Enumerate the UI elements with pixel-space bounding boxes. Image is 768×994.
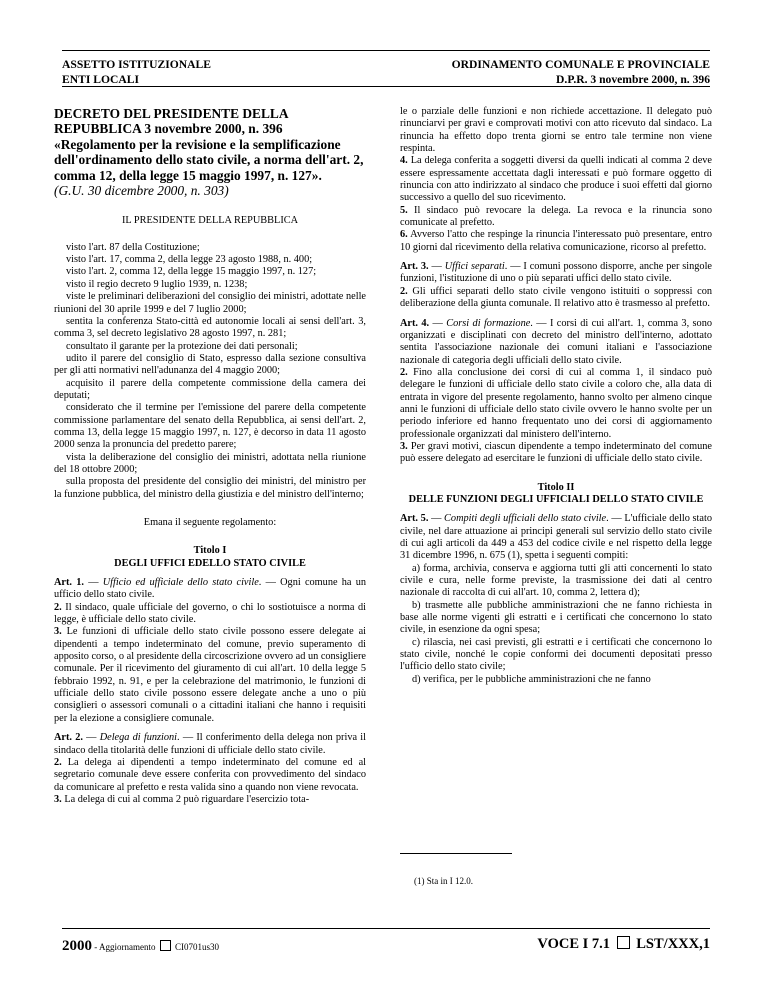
header-right (452, 57, 710, 87)
premise: vista la deliberazione del consiglio dei ministri, adottata nella riunione del 18 ottobre 2000; (54, 451, 366, 475)
article-4-rubric: Corsi di formazione (446, 317, 531, 329)
article-4: Art. 4. — Corsi di formazione. — I corsi di cui all'art. 1, comma 3, sono organizzati e disciplinati con decreto del ministro dell'interno, adottato sentita l'associazione nazionale dei comuni italiani e l'associazione nazionale di categoria degli ufficiali dello stato civile. 2. Fino alla conclusione dei corsi di cui al comma 1, il sindaco può delegare le funzioni di ufficiale dello stato civile a coloro che, alla data di entrata in vigore del presente regolamento, hanno svolto per almeno cinque anni le funzioni di ufficiale dello stato civile ovvero le hanno svolte per un periodo inferiore ed hanno frequentato uno dei corsi di aggiornamento professionale organizzati dal ministero dell'interno. 3. Per gravi motivi, ciascun dipendente a tempo indeterminato del comune può essere delegato ad esercitare le funzioni di ufficiale dello stato civile. (400, 317, 712, 465)
article-5: Art. 5. — Compiti degli ufficiali dello stato civile. — L'ufficiale dello stato civile, nel dare attuazione ai principi generali sul servizio dello stato civile di cui agli articoli da 449 a 453 del codice civile e nel rispetto della legge 31 dicembre 1996, n. 675 (1), spetta i seguenti compiti: a) forma, archivia, conserva e aggiorna tutti gli atti concernenti lo stato civile e cura, nelle forme previste, la trasmissione dei dati al centro nazionale di raccolta di cui all'art. 10, comma 2, lettera d); b) trasmette alle pubbliche amministrazioni che ne fanno richiesta in base alle norme vigenti gli estratti e i certificati che concernono lo stato civile, in esenzione da ogni spesa; c) rilascia, nei casi previsti, gli estratti e i certificati che concernono lo stato civile, nonché le copie conformi dei documenti depositati presso l'ufficio dello stato civile; d) verifica, per le pubbliche amministrazioni che ne fanno (400, 513, 712, 685)
footer-left (62, 938, 219, 955)
right-column (400, 106, 712, 686)
footer-code: LST/XXX,1 (636, 936, 710, 952)
premise: udito il parere del consiglio di Stato, espresso dalla sezione consultiva per gli atti normativi nell'adunanza del 4 maggio 2000; (54, 352, 366, 377)
premise: visto l'art. 2, comma 12, della legge 15 maggio 1997, n. 127; (66, 266, 317, 278)
article-4-intro: I corsi di cui all'art. 1, comma 3, sono organizzati e disciplinati con decreto del ministro dell'interno, adottato sentita l'associazione nazionale dei comuni italiani e l'associazione nazionale di categoria degli ufficiali dello stato civile. (400, 317, 712, 366)
article-4-comma-3: Per gravi motivi, ciascun dipendente a tempo indeterminato del comune può essere delegato ad esercitare le funzioni di ufficiale dello stato civile. (400, 440, 712, 465)
article-2-rubric: Delega di funzioni (99, 732, 178, 744)
article-1-comma-3: Le funzioni di ufficiale dello stato civile possono essere delegate ai dipendenti a tempo indeterminato del comune, previo superamento di apposito corso, o al presidente della circoscrizione ovvero ad un consigliere comunale. Per il ricevimento del giuramento di cui all'art. 10 della legge 5 febbraio 1992, n. 91, e per la celebrazione del matrimonio, le funzioni di ufficiale dello stato civile possono essere delegate anche a uno o più consiglieri o assessori comunali o a cittadini italiani che hanno i requisiti per la elezione a consigliere comunale. (54, 626, 366, 724)
checkbox-square-icon (160, 940, 171, 951)
article-2: Art. 2. — Delega di funzioni. — Il conferimento della delega non priva il sindaco della titolarità delle funzioni di ufficiale dello stato civile. 2. La delega ai dipendenti a tempo indeterminato del comune ed al segretario comunale deve essere conferita con provvedimento del sindaco da comunicare al prefetto e resta valida sino a quando non viene revocata. 3. La delega di cui al comma 2 può riguardare l'esercizio tota- (54, 732, 366, 805)
article-1-rubric: Ufficio ed ufficiale dello stato civile (102, 577, 259, 589)
premise: visto l'art. 17, comma 2, della legge 23 agosto 1988, n. 400; (66, 254, 313, 266)
article-2-comma-2: La delega ai dipendenti a tempo indeterminato del comune ed al segretario comunale deve essere conferita con provvedimento del sindaco da comunicare al prefetto e resta valida sino a quando non viene revocata. (54, 756, 366, 793)
footnote: (1) Sta in I 12.0. (414, 876, 473, 886)
footer-rule (62, 928, 710, 929)
premise: visto il regio decreto 9 luglio 1939, n. 1238; (66, 278, 248, 290)
article-1-number: Art. 1. (54, 577, 84, 589)
article-5-intro: L'ufficiale dello stato civile, nel dare attuazione ai principi generali sul servizio dello stato civile di cui agli articoli da 449 a 453 del codice civile e nel rispetto della legge 31 dicembre 1996, n. 675 (1), spetta i seguenti compiti: (400, 513, 712, 562)
premises-list (54, 242, 366, 501)
footer-right (537, 936, 710, 953)
premise: viste le preliminari deliberazioni del consiglio dei ministri, adottate nelle riunioni del 30 aprile 1999 e del 7 luglio 2000; (54, 291, 366, 315)
premise: acquisito il parere della competente commissione della camera dei deputati; (54, 377, 366, 401)
premise: consultato il garante per la protezione dei dati personali; (66, 340, 298, 352)
footer-year: 2000 (62, 938, 92, 954)
decree-source: (G.U. 30 dicembre 2000, n. 303) (54, 183, 229, 199)
decree-title: DECRETO DEL PRESIDENTE DELLA REPUBBLICA 3 novembre 2000, n. 396 (54, 106, 288, 137)
article-2-comma-5: Il sindaco può revocare la delega. La revoca e la rinuncia sono comunicate al prefetto. (400, 204, 712, 229)
article-2-comma-6: Avverso l'atto che respinge la rinuncia l'interessato può presentare, entro 10 giorni dal ricevimento della relativa comunicazione, ricorso al prefetto. (400, 229, 712, 253)
title-2-label: Titolo II (537, 481, 575, 493)
header-topic: ORDINAMENTO COMUNALE E PROVINCIALE (451, 58, 710, 71)
president-heading: IL PRESIDENTE DELLA REPUBBLICA (121, 215, 299, 227)
footer-update-code: CI0701us30 (175, 942, 220, 952)
article-5-rubric: Compiti degli ufficiali dello stato civile (444, 513, 607, 525)
title-1-label: Titolo I (193, 545, 227, 557)
square-separator-icon (617, 936, 630, 949)
footer-voce: VOCE I 7.1 (537, 936, 611, 952)
article-2-comma-3-cont: le o parziale delle funzioni e non richiede accettazione. Il delegato può rinunciarvi per gravi e comprovati motivi con atto ricevuto dal sindaco. La rinuncia ha effetto dopo trenta giorni se entro tale termine non viene respinta. (400, 106, 712, 155)
decree-subtitle: «Regolamento per la revisione e la semplificazione dell'ordinamento dello stato civile, a norma dell'art. 2, comma 12, della legge 15 maggio 1997, n. 127». (54, 136, 364, 183)
article-3-number: Art. 3. (400, 261, 429, 273)
footer-update-label: - Aggiornamento (94, 942, 156, 952)
header-top-rule (62, 50, 710, 51)
premise: sulla proposta del presidente del consiglio dei ministri, del ministro per la funzione pubblica, del ministro della giustizia e del ministro dell'interno; (54, 476, 366, 500)
header-decree-ref: D.P.R. 3 novembre 2000, n. 396 (556, 73, 710, 86)
article-5-item-d: d) verifica, per le pubbliche amministrazioni che ne fanno (412, 673, 651, 685)
article-1-comma-2: Il sindaco, quale ufficiale del governo, o chi lo sostiotuisce a norma di legge, è ufficiale dello stato civile. (54, 601, 366, 626)
premise: visto l'art. 87 della Costituzione; (66, 241, 200, 253)
article-2-intro: Il conferimento della delega non priva il sindaco della titolarità delle funzioni di ufficiale dello stato civile. (54, 732, 366, 756)
premise: considerato che il termine per l'emissione del parere della competente commissione parlamentare del senato della Repubblica, ai sensi dell'art. 2, comma 13, della legge 15 maggio 1997, n. 127, è decorso in data 11 agosto 2000 senza la pronuncia del predetto parere; (54, 402, 366, 451)
header-bottom-rule (62, 86, 710, 87)
article-3-rubric: Uffici separati (444, 261, 505, 273)
article-2-comma-4: La delega conferita a soggetti diversi da quelli indicati al comma 2 deve essere espressamente accettata dagli interessati e può formare oggetto di rinuncia con atto indirizzato al sindaco che produce i suoi effetti dal giorno successivo a quello del suo ricevimento. (400, 155, 712, 204)
article-2-continued: le o parziale delle funzioni e non richiede accettazione. Il delegato può rinunciarvi per gravi e comprovati motivi con atto ricevuto dal sindaco. La rinuncia ha effetto dopo trenta giorni se entro tale termine non viene respinta. 4. La delega conferita a soggetti diversi da quelli indicati al comma 2 deve essere espressamente accettata dagli interessati e può formare oggetto di rinuncia con atto indirizzato al sindaco che produce i suoi effetti dal giorno successivo a quello del suo ricevimento. 5. Il sindaco può revocare la delega. La revoca e la rinuncia sono comunicate al prefetto. 6. Avverso l'atto che respinge la rinuncia l'interessato può presentare, entro 10 giorni dal ricevimento della relativa comunicazione, ricorso al prefetto. (400, 106, 712, 253)
article-5-number: Art. 5. (400, 513, 429, 525)
title-1-heading (54, 545, 366, 570)
header-section: ASSETTO ISTITUZIONALE (62, 58, 211, 71)
article-3-comma-2: Gli uffici separati dello stato civile vengono istituiti o soppressi con deliberazione della giunta comunale. Il relativo atto è trasmesso al prefetto. (400, 285, 713, 310)
article-1: Art. 1. — Ufficio ed ufficiale dello stato civile. — Ogni comune ha un ufficio dello stato civile. 2. Il sindaco, quale ufficiale del governo, o chi lo sostiotuisce a norma di legge, è ufficiale dello stato civile. 3. Le funzioni di ufficiale dello stato civile possono essere delegate ai dipendenti a tempo indeterminato del comune, previo superamento di apposito corso, o al presidente della circoscrizione ovvero ad un consigliere comunale. Per il ricevimento del giuramento di cui all'art. 10 della legge 5 febbraio 1992, n. 91, e per la celebrazione del matrimonio, le funzioni di ufficiale dello stato civile possono essere delegate anche a uno o più consiglieri o assessori comunali o a cittadini italiani che hanno i requisiti per la elezione a consigliere comunale. (54, 577, 366, 724)
header-subsection: ENTI LOCALI (62, 73, 139, 86)
enactment-line: Emana il seguente regolamento: (143, 517, 277, 528)
article-5-item-c: c) rilascia, nei casi previsti, gli estratti e i certificati che concernono lo stato civile, nonché le copie conformi dei documenti depositati presso l'ufficio dello stato civile; (400, 636, 712, 673)
premise: sentita la conferenza Stato-città ed autonomie locali ai sensi dell'art. 3, comma 3, sel decreto legislativo 28 agosto 1997, n. 281; (54, 315, 366, 340)
article-4-comma-2: Fino alla conclusione dei corsi di cui al comma 1, il sindaco può delegare le funzioni di ufficiale dello stato civile a coloro che, alla data di entrata in vigore del presente regolamento, hanno svolto per almeno cinque anni le funzioni di ufficiale dello stato civile ovvero le hanno svolte per un periodo inferiore ed hanno frequentato uno dei corsi di aggiornamento professionale organizzati dal ministero dell'interno. (400, 366, 712, 440)
article-5-item-b: b) trasmette alle pubbliche amministrazioni che ne fanno richiesta in base alle norme vigenti gli estratti e i certificati che concernono lo stato civile, in esenzione da ogni spesa; (400, 599, 712, 636)
title-2-heading (400, 482, 712, 507)
article-3: Art. 3. — Uffici separati. — I comuni possono disporre, anche per singole funzioni, l'istituzione di uno o più separati uffici dello stato civile. 2. Gli uffici separati dello stato civile vengono istituiti o soppressi con deliberazione della giunta comunale. Il relativo atto è trasmesso al prefetto. (400, 261, 713, 310)
header-left (62, 57, 211, 87)
title-1-name: DEGLI UFFICI EDELLO STATO CIVILE (114, 557, 306, 569)
article-5-item-a: a) forma, archivia, conserva e aggiorna tutti gli atti concernenti lo stato civile e cura, nelle forme previste, la trasmissione dei dati al centro nazionale di raccolta di cui all'art. 10, comma 2, lettera d); (400, 562, 712, 599)
article-1-intro: Ogni comune ha un ufficio dello stato civile. (54, 577, 366, 601)
article-4-number: Art. 4. (400, 317, 430, 329)
decree-title-block (54, 106, 366, 198)
title-2-name: DELLE FUNZIONI DEGLI UFFICIALI DELLO STATO CIVILE (408, 493, 704, 505)
article-3-intro: I comuni possono disporre, anche per singole funzioni, l'istituzione di uno o più separati uffici dello stato civile. (400, 261, 712, 285)
footnote-rule (400, 853, 512, 854)
article-2-comma-3-start: La delega di cui al comma 2 può riguardare l'esercizio tota- (64, 793, 310, 805)
article-2-number: Art. 2. (54, 732, 83, 744)
left-column (54, 106, 366, 806)
